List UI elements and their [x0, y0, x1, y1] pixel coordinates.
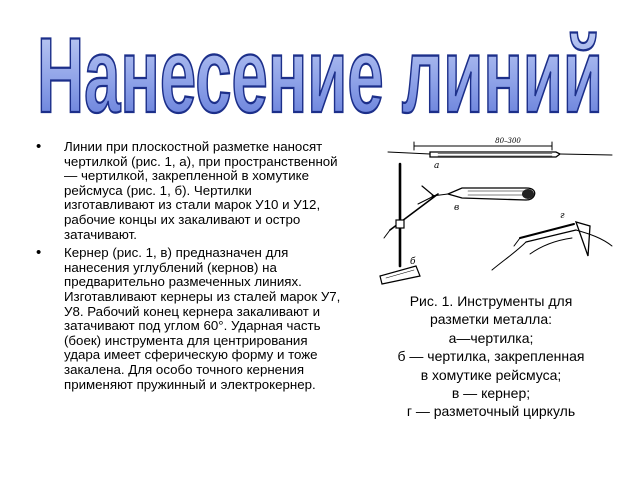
caption-line: б — чертилка, закрепленная: [397, 348, 585, 365]
figure-caption: [356, 292, 626, 421]
caption-line: в хомутике рейсмуса;: [420, 366, 562, 383]
caption-line: а—чертилка;: [448, 329, 534, 346]
caption-line: Рис. 1. Инструменты для: [409, 293, 573, 309]
centre-punch-drawing: [432, 188, 535, 200]
figure-letter-b: б: [410, 257, 416, 267]
dividers-drawing: [492, 222, 612, 270]
dimension-label: 80–300: [495, 137, 521, 145]
caption-line: разметки металла:: [429, 311, 553, 328]
marking-tools-figure: [376, 134, 616, 286]
bullet-item: • Кернер (рис. 1, в) предназначен для нанесения углублений (кернов) на предварительно размеченных линиях. Изготавливают кернеры из сталей марок У7, У8. Рабочий конец кернера закаливают и затачивают под углом 60°. Ударная часть (боек) инструмента для центрирования удара имеет сферическую форму и тоже закалена. Для особо точного кернения применяют пружинный и электрокернер.: [34, 246, 346, 392]
slide-title: Нанесение линий: [37, 15, 604, 130]
slide-title-art: [0, 0, 640, 130]
bullet-item: • Линии при плоскостной разметке наносят чертилкой (рис. 1, а), при пространственной — чертилкой, закрепленной в хомутике рейсмуса (рис. 1, б). Чертилки изготавливают из стали марок У10 и У12, рабочие концы их закаливают и остро затачивают.: [34, 140, 346, 242]
caption-line: г — разметочный циркуль: [406, 403, 576, 420]
surface-gauge-drawing: [380, 164, 438, 284]
bullet-list: [34, 140, 346, 396]
figure-letter-v: в: [454, 203, 460, 213]
caption-line: в — кернер;: [451, 385, 531, 402]
figure-letter-g: г: [560, 211, 565, 221]
figure-letter-a: а: [434, 161, 440, 171]
